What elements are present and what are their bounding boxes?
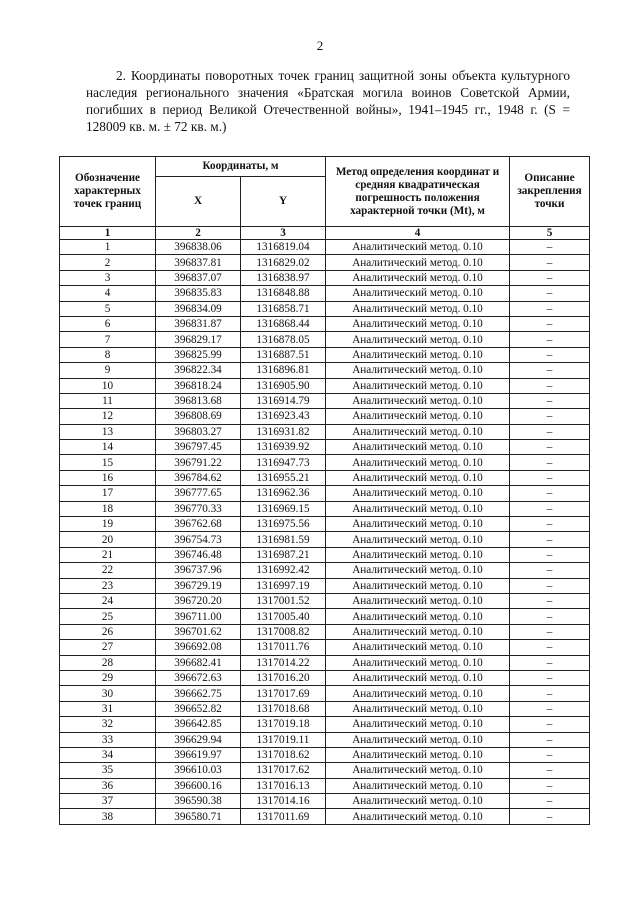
- x-coordinate-cell: 396762.68: [156, 517, 241, 532]
- point-number-cell: 23: [60, 578, 156, 593]
- y-coordinate-cell: 1317018.68: [241, 701, 326, 716]
- table-row: [60, 393, 590, 408]
- table-row: [60, 517, 590, 532]
- table-row: [60, 409, 590, 424]
- table-row: [60, 501, 590, 516]
- method-cell: Аналитический метод. 0.10: [326, 717, 510, 732]
- description-cell: –: [510, 763, 590, 778]
- method-cell: Аналитический метод. 0.10: [326, 501, 510, 516]
- description-cell: –: [510, 270, 590, 285]
- x-coordinate-cell: 396600.16: [156, 778, 241, 793]
- table-row: [60, 455, 590, 470]
- description-cell: –: [510, 363, 590, 378]
- method-cell: Аналитический метод. 0.10: [326, 409, 510, 424]
- table-row: [60, 363, 590, 378]
- table-row: [60, 486, 590, 501]
- table-row: [60, 240, 590, 255]
- header-y: Y: [241, 177, 326, 227]
- method-cell: Аналитический метод. 0.10: [326, 547, 510, 562]
- point-number-cell: 33: [60, 732, 156, 747]
- x-coordinate-cell: 396754.73: [156, 532, 241, 547]
- method-cell: Аналитический метод. 0.10: [326, 609, 510, 624]
- description-cell: –: [510, 794, 590, 809]
- method-cell: Аналитический метод. 0.10: [326, 670, 510, 685]
- table-row: [60, 747, 590, 762]
- point-number-cell: 35: [60, 763, 156, 778]
- y-coordinate-cell: 1317019.11: [241, 732, 326, 747]
- y-coordinate-cell: 1317017.69: [241, 686, 326, 701]
- table-row: [60, 286, 590, 301]
- column-number: 3: [241, 227, 326, 240]
- method-cell: Аналитический метод. 0.10: [326, 640, 510, 655]
- column-number: 2: [156, 227, 241, 240]
- table-row: [60, 609, 590, 624]
- table-row: [60, 809, 590, 824]
- y-coordinate-cell: 1316992.42: [241, 563, 326, 578]
- x-coordinate-cell: 396822.34: [156, 363, 241, 378]
- point-number-cell: 25: [60, 609, 156, 624]
- x-coordinate-cell: 396652.82: [156, 701, 241, 716]
- description-cell: –: [510, 640, 590, 655]
- method-cell: Аналитический метод. 0.10: [326, 363, 510, 378]
- description-cell: –: [510, 424, 590, 439]
- y-coordinate-cell: 1316947.73: [241, 455, 326, 470]
- x-coordinate-cell: 396610.03: [156, 763, 241, 778]
- description-cell: –: [510, 609, 590, 624]
- table-row: [60, 578, 590, 593]
- y-coordinate-cell: 1316975.56: [241, 517, 326, 532]
- header-description: Описание закрепления точки: [510, 157, 590, 227]
- point-number-cell: 7: [60, 332, 156, 347]
- y-coordinate-cell: 1316923.43: [241, 409, 326, 424]
- method-cell: Аналитический метод. 0.10: [326, 578, 510, 593]
- column-number: 4: [326, 227, 510, 240]
- y-coordinate-cell: 1316969.15: [241, 501, 326, 516]
- table-row: [60, 624, 590, 639]
- x-coordinate-cell: 396837.81: [156, 255, 241, 270]
- description-cell: –: [510, 717, 590, 732]
- method-cell: Аналитический метод. 0.10: [326, 347, 510, 362]
- x-coordinate-cell: 396835.83: [156, 286, 241, 301]
- table-row: [60, 686, 590, 701]
- y-coordinate-cell: 1316905.90: [241, 378, 326, 393]
- point-number-cell: 38: [60, 809, 156, 824]
- table-row: [60, 347, 590, 362]
- x-coordinate-cell: 396825.99: [156, 347, 241, 362]
- table-row: [60, 763, 590, 778]
- table-row: [60, 424, 590, 439]
- point-number-cell: 4: [60, 286, 156, 301]
- y-coordinate-cell: 1316939.92: [241, 440, 326, 455]
- table-body: [60, 240, 590, 825]
- table-row: [60, 255, 590, 270]
- header-x: X: [156, 177, 241, 227]
- description-cell: –: [510, 316, 590, 331]
- boundary-points-table: [59, 156, 590, 825]
- point-number-cell: 17: [60, 486, 156, 501]
- method-cell: Аналитический метод. 0.10: [326, 378, 510, 393]
- y-coordinate-cell: 1317011.69: [241, 809, 326, 824]
- description-cell: –: [510, 747, 590, 762]
- x-coordinate-cell: 396808.69: [156, 409, 241, 424]
- x-coordinate-cell: 396729.19: [156, 578, 241, 593]
- x-coordinate-cell: 396838.06: [156, 240, 241, 255]
- x-coordinate-cell: 396837.07: [156, 270, 241, 285]
- point-number-cell: 11: [60, 393, 156, 408]
- y-coordinate-cell: 1316997.19: [241, 578, 326, 593]
- description-cell: –: [510, 670, 590, 685]
- y-coordinate-cell: 1317008.82: [241, 624, 326, 639]
- y-coordinate-cell: 1316829.02: [241, 255, 326, 270]
- method-cell: Аналитический метод. 0.10: [326, 301, 510, 316]
- x-coordinate-cell: 396831.87: [156, 316, 241, 331]
- y-coordinate-cell: 1316868.44: [241, 316, 326, 331]
- table-row: [60, 701, 590, 716]
- column-number: 1: [60, 227, 156, 240]
- x-coordinate-cell: 396619.97: [156, 747, 241, 762]
- description-cell: –: [510, 732, 590, 747]
- y-coordinate-cell: 1316819.04: [241, 240, 326, 255]
- point-number-cell: 6: [60, 316, 156, 331]
- point-number-cell: 31: [60, 701, 156, 716]
- x-coordinate-cell: 396797.45: [156, 440, 241, 455]
- point-number-cell: 8: [60, 347, 156, 362]
- y-coordinate-cell: 1317014.16: [241, 794, 326, 809]
- x-coordinate-cell: 396818.24: [156, 378, 241, 393]
- method-cell: Аналитический метод. 0.10: [326, 532, 510, 547]
- point-number-cell: 5: [60, 301, 156, 316]
- x-coordinate-cell: 396580.71: [156, 809, 241, 824]
- method-cell: Аналитический метод. 0.10: [326, 517, 510, 532]
- method-cell: Аналитический метод. 0.10: [326, 270, 510, 285]
- point-number-cell: 20: [60, 532, 156, 547]
- y-coordinate-cell: 1317001.52: [241, 593, 326, 608]
- y-coordinate-cell: 1316914.79: [241, 393, 326, 408]
- point-number-cell: 1: [60, 240, 156, 255]
- table-row: [60, 470, 590, 485]
- x-coordinate-cell: 396834.09: [156, 301, 241, 316]
- method-cell: Аналитический метод. 0.10: [326, 732, 510, 747]
- description-cell: –: [510, 624, 590, 639]
- point-number-cell: 28: [60, 655, 156, 670]
- y-coordinate-cell: 1316987.21: [241, 547, 326, 562]
- y-coordinate-cell: 1316848.88: [241, 286, 326, 301]
- y-coordinate-cell: 1316962.36: [241, 486, 326, 501]
- description-cell: –: [510, 240, 590, 255]
- point-number-cell: 29: [60, 670, 156, 685]
- x-coordinate-cell: 396629.94: [156, 732, 241, 747]
- x-coordinate-cell: 396720.20: [156, 593, 241, 608]
- table-row: [60, 640, 590, 655]
- x-coordinate-cell: 396737.96: [156, 563, 241, 578]
- table-row: [60, 547, 590, 562]
- description-cell: –: [510, 655, 590, 670]
- table-row: [60, 670, 590, 685]
- point-number-cell: 16: [60, 470, 156, 485]
- x-coordinate-cell: 396711.00: [156, 609, 241, 624]
- column-number: 5: [510, 227, 590, 240]
- y-coordinate-cell: 1317016.13: [241, 778, 326, 793]
- point-number-cell: 37: [60, 794, 156, 809]
- y-coordinate-cell: 1316896.81: [241, 363, 326, 378]
- description-cell: –: [510, 547, 590, 562]
- y-coordinate-cell: 1317018.62: [241, 747, 326, 762]
- description-cell: –: [510, 486, 590, 501]
- section-intro-text: 2. Координаты поворотных точек границ защитной зоны объекта культурного наследия регионального значения «Братская могила воинов Советской Армии, погибших в период Великой Отечественной войны», 1941–1945 гг., 1948 г. (S = 128009 кв. м. ± 72 кв. м.): [86, 68, 570, 134]
- point-number-cell: 18: [60, 501, 156, 516]
- page-number: 2: [316, 38, 324, 53]
- description-cell: –: [510, 332, 590, 347]
- description-cell: –: [510, 563, 590, 578]
- method-cell: Аналитический метод. 0.10: [326, 686, 510, 701]
- x-coordinate-cell: 396784.62: [156, 470, 241, 485]
- method-cell: Аналитический метод. 0.10: [326, 393, 510, 408]
- table-row: [60, 301, 590, 316]
- description-cell: –: [510, 686, 590, 701]
- method-cell: Аналитический метод. 0.10: [326, 440, 510, 455]
- table-row: [60, 778, 590, 793]
- table-row: [60, 794, 590, 809]
- header-point-designation: Обозначение характерных точек границ: [60, 157, 156, 227]
- x-coordinate-cell: 396746.48: [156, 547, 241, 562]
- point-number-cell: 27: [60, 640, 156, 655]
- point-number-cell: 36: [60, 778, 156, 793]
- table-row: [60, 332, 590, 347]
- y-coordinate-cell: 1317016.20: [241, 670, 326, 685]
- point-number-cell: 19: [60, 517, 156, 532]
- point-number-cell: 12: [60, 409, 156, 424]
- description-cell: –: [510, 286, 590, 301]
- point-number-cell: 24: [60, 593, 156, 608]
- method-cell: Аналитический метод. 0.10: [326, 624, 510, 639]
- description-cell: –: [510, 593, 590, 608]
- method-cell: Аналитический метод. 0.10: [326, 316, 510, 331]
- table-row: [60, 655, 590, 670]
- method-cell: Аналитический метод. 0.10: [326, 655, 510, 670]
- y-coordinate-cell: 1316878.05: [241, 332, 326, 347]
- description-cell: –: [510, 701, 590, 716]
- method-cell: Аналитический метод. 0.10: [326, 486, 510, 501]
- x-coordinate-cell: 396692.08: [156, 640, 241, 655]
- point-number-cell: 3: [60, 270, 156, 285]
- method-cell: Аналитический метод. 0.10: [326, 255, 510, 270]
- x-coordinate-cell: 396642.85: [156, 717, 241, 732]
- x-coordinate-cell: 396672.63: [156, 670, 241, 685]
- table-row: [60, 717, 590, 732]
- description-cell: –: [510, 347, 590, 362]
- method-cell: Аналитический метод. 0.10: [326, 332, 510, 347]
- point-number-cell: 2: [60, 255, 156, 270]
- table-row: [60, 732, 590, 747]
- y-coordinate-cell: 1317014.22: [241, 655, 326, 670]
- description-cell: –: [510, 809, 590, 824]
- description-cell: –: [510, 440, 590, 455]
- x-coordinate-cell: 396590.38: [156, 794, 241, 809]
- method-cell: Аналитический метод. 0.10: [326, 794, 510, 809]
- point-number-cell: 30: [60, 686, 156, 701]
- x-coordinate-cell: 396701.62: [156, 624, 241, 639]
- point-number-cell: 15: [60, 455, 156, 470]
- description-cell: –: [510, 378, 590, 393]
- y-coordinate-cell: 1317019.18: [241, 717, 326, 732]
- x-coordinate-cell: 396829.17: [156, 332, 241, 347]
- y-coordinate-cell: 1317005.40: [241, 609, 326, 624]
- x-coordinate-cell: 396662.75: [156, 686, 241, 701]
- y-coordinate-cell: 1317011.76: [241, 640, 326, 655]
- table-row: [60, 270, 590, 285]
- point-number-cell: 26: [60, 624, 156, 639]
- x-coordinate-cell: 396770.33: [156, 501, 241, 516]
- method-cell: Аналитический метод. 0.10: [326, 563, 510, 578]
- method-cell: Аналитический метод. 0.10: [326, 809, 510, 824]
- point-number-cell: 34: [60, 747, 156, 762]
- x-coordinate-cell: 396791.22: [156, 455, 241, 470]
- method-cell: Аналитический метод. 0.10: [326, 455, 510, 470]
- method-cell: Аналитический метод. 0.10: [326, 701, 510, 716]
- y-coordinate-cell: 1316887.51: [241, 347, 326, 362]
- description-cell: –: [510, 455, 590, 470]
- x-coordinate-cell: 396777.65: [156, 486, 241, 501]
- point-number-cell: 10: [60, 378, 156, 393]
- method-cell: Аналитический метод. 0.10: [326, 470, 510, 485]
- description-cell: –: [510, 517, 590, 532]
- method-cell: Аналитический метод. 0.10: [326, 763, 510, 778]
- x-coordinate-cell: 396682.41: [156, 655, 241, 670]
- y-coordinate-cell: 1316981.59: [241, 532, 326, 547]
- point-number-cell: 21: [60, 547, 156, 562]
- description-cell: –: [510, 470, 590, 485]
- table-row: [60, 593, 590, 608]
- y-coordinate-cell: 1317017.62: [241, 763, 326, 778]
- method-cell: Аналитический метод. 0.10: [326, 240, 510, 255]
- description-cell: –: [510, 409, 590, 424]
- point-number-cell: 22: [60, 563, 156, 578]
- method-cell: Аналитический метод. 0.10: [326, 593, 510, 608]
- description-cell: –: [510, 301, 590, 316]
- y-coordinate-cell: 1316838.97: [241, 270, 326, 285]
- y-coordinate-cell: 1316931.82: [241, 424, 326, 439]
- point-number-cell: 32: [60, 717, 156, 732]
- method-cell: Аналитический метод. 0.10: [326, 747, 510, 762]
- description-cell: –: [510, 393, 590, 408]
- method-cell: Аналитический метод. 0.10: [326, 778, 510, 793]
- x-coordinate-cell: 396803.27: [156, 424, 241, 439]
- table-row: [60, 378, 590, 393]
- description-cell: –: [510, 778, 590, 793]
- y-coordinate-cell: 1316858.71: [241, 301, 326, 316]
- point-number-cell: 13: [60, 424, 156, 439]
- table-row: [60, 316, 590, 331]
- table-row: [60, 532, 590, 547]
- header-method: Метод определения координат и средняя квадратическая погрешность положения характерной точки (Mt), м: [326, 157, 510, 227]
- method-cell: Аналитический метод. 0.10: [326, 424, 510, 439]
- point-number-cell: 14: [60, 440, 156, 455]
- description-cell: –: [510, 578, 590, 593]
- table-row: [60, 563, 590, 578]
- header-coordinates: Координаты, м: [156, 157, 326, 177]
- x-coordinate-cell: 396813.68: [156, 393, 241, 408]
- y-coordinate-cell: 1316955.21: [241, 470, 326, 485]
- point-number-cell: 9: [60, 363, 156, 378]
- description-cell: –: [510, 255, 590, 270]
- description-cell: –: [510, 532, 590, 547]
- table-row: [60, 440, 590, 455]
- description-cell: –: [510, 501, 590, 516]
- method-cell: Аналитический метод. 0.10: [326, 286, 510, 301]
